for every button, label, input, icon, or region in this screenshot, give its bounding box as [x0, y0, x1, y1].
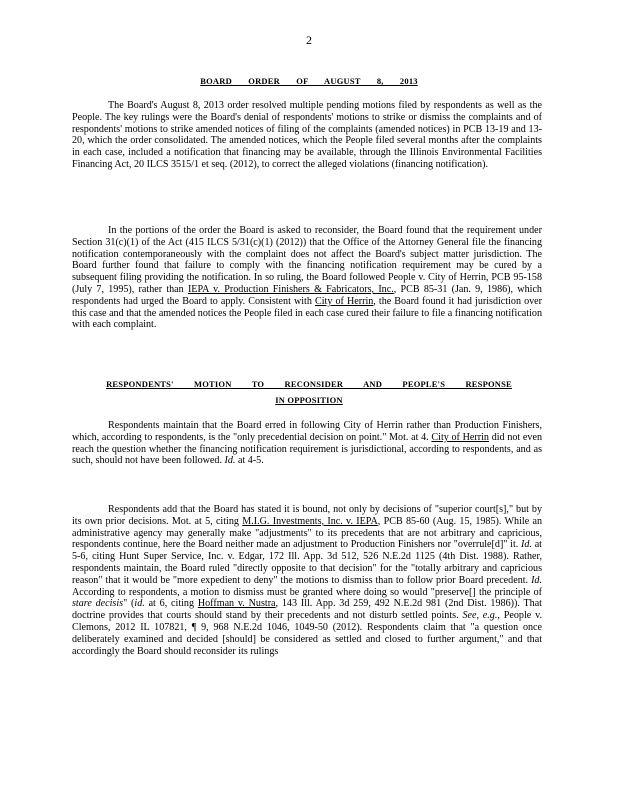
latin-phrase: stare decisis: [72, 598, 124, 610]
case-citation: City of Herrin: [315, 295, 374, 307]
paragraph-text: Respondents maintain that the Board erred in following City of Herrin rather than Production Finishers, which, according to respondents, is the "only precedential decision on point." Mot. at 4.: [72, 420, 542, 443]
paragraph-text: , PCB 85-31 (Jan. 9, 1986), which respondents had urged the Board to apply. Consistent with: [72, 283, 542, 307]
id-citation: id.: [134, 598, 145, 610]
paragraph-text: " (: [123, 598, 135, 610]
paragraph-board-order-summary: [72, 100, 542, 171]
paragraph-text: , People v. Clemons, 2012 IL 107821, ¶ 9, 968 N.E.2d 1046, 1049-50 (2012). Respondents claim that "a question once deliberately examined and decided [should] be considered as settled and closed to further argument," and that accordingly the Board should reconsider its rulings: [72, 610, 542, 657]
paragraph-text: at 5-6, citing Hunt Super Service, Inc. v. Edgar, 172 Ill. App. 3d 512, 526 N.E.2d 1125 (4th Dist. 1988). Rather, respondents maintain, the Board ruled "directly opposite to that decision" for the "totally arbitrary and capricious reason" that it would be "more expedient to deny" the motions to dismiss than to follow prior Board precedent.: [72, 539, 542, 586]
paragraph-text: , the Board found it had jurisdiction over this case and that the amended notices the People filed in each case cured their failure to file a financing notification with each complaint.: [72, 295, 542, 331]
case-citation: Hoffman v. Nustra: [197, 598, 276, 610]
paragraph-text: In the portions of the order the Board is asked to reconsider, the Board found that the requirement under Section 31(c)(1) of the Act (415 ILCS 5/31(c)(1) (2012)) that the Office of the Attorney General file the financing notification contemporaneously with the complaint does not affect the Board's subject matter jurisdiction. The Board further found that failure to comply with the financing notification requirement may be cured by a subsequent filing providing the notification. In so ruling, the Board followed People v. City of Herrin, PCB 95-158 (July 7, 1995), rather than: [72, 225, 542, 295]
paragraph-respondents-maintain: [72, 420, 542, 467]
id-citation: Id.: [521, 539, 532, 551]
page-number: 2: [306, 33, 312, 47]
paragraph-text: According to respondents, a motion to dismiss must be granted where doing so would "preserve[] the principle of: [72, 586, 542, 598]
case-citation: M.I.G. Investments, Inc. v. IEPA: [242, 515, 378, 527]
paragraph-text: at 6, citing: [144, 598, 198, 610]
paragraph-text: did not even reach the question whether the financing notification requirement is jurisdictional, according to respondents, and as such, should not have been followed.: [72, 431, 542, 467]
paragraph-text: , PCB 85-60 (Aug. 15, 1985). While an administrative agency may generally make "adjustments" to its precedents that are not arbitrary and capricious, respondents continue, here the Board neither made an adjustment to Production Finishers nor "overrule[d]" it.: [72, 515, 543, 551]
case-citation: City of Herrin: [431, 431, 489, 443]
id-citation: Id.: [224, 455, 236, 467]
section-heading-motion-cont: IN OPPOSITION: [275, 395, 343, 405]
section-heading-motion: RESPONDENTS' MOTION TO RECONSIDER AND PEOPLE'S RESPONSE: [106, 379, 512, 389]
paragraph-respondents-add: [72, 504, 542, 657]
paragraph-text: at 4-5.: [235, 455, 264, 467]
case-citation: IEPA v. Production Finishers & Fabricators, Inc.: [187, 283, 394, 295]
id-citation: Id.: [531, 574, 542, 586]
paragraph-text: The Board's August 8, 2013 order resolved multiple pending motions filed by respondents as well as the People. The key rulings were the Board's denial of respondents' motions to strike or dismiss the complaints and of respondents' motions to strike amended notices of filing of the complaints (amended notices) in PCB 13-19 and 13-20, which the order consolidated. The amended notices, which the People filed several months after the complaints in each case, included a notification that financing may be available, through the Illinois Environmental Facilities Financing Act, 20 ILCS 3515/1 et seq. (2012), to correct the alleged violations (financing notification).: [72, 100, 542, 170]
section-heading-board-order: BOARD ORDER OF AUGUST 8, 2013: [200, 76, 418, 86]
signal-citation: See, e.g.: [462, 610, 498, 622]
paragraph-text: Respondents add that the Board has stated it is bound, not only by decisions of "superior court[s]," but by its own prior decisions. Mot. at 5, citing: [72, 504, 542, 527]
paragraph-text: , 143 Ill. App. 3d 259, 492 N.E.2d 981 (2nd Dist. 1986)). That doctrine provides that courts should stand by their precedents and not disturb settled points.: [72, 598, 542, 622]
paragraph-reconsider-portions: [72, 225, 542, 331]
